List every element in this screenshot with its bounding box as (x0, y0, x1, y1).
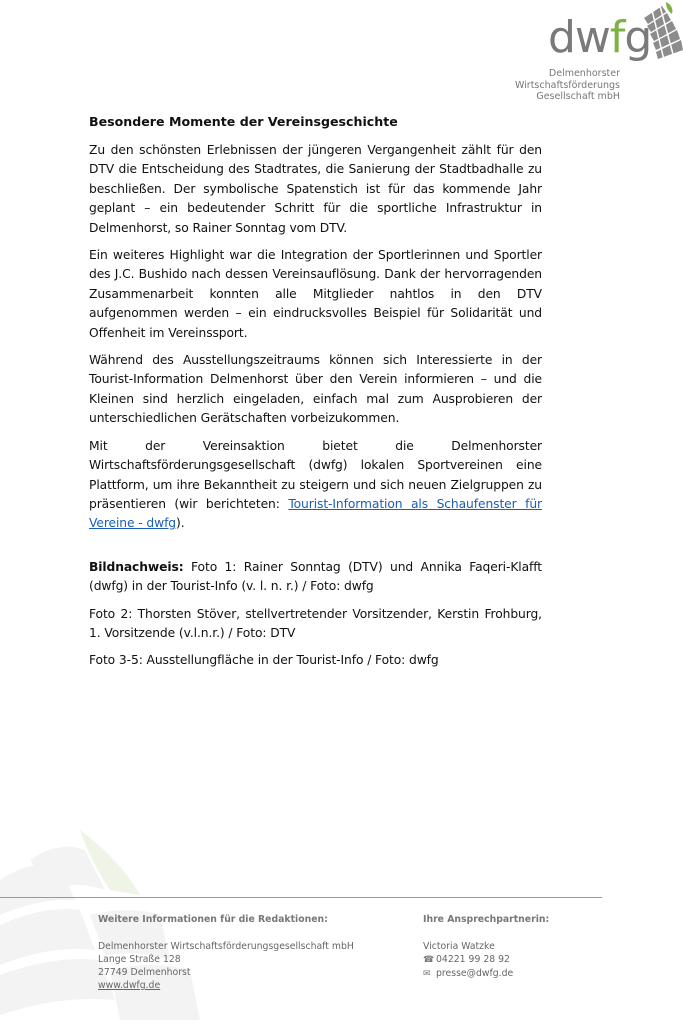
logo-subtitle-line: Delmenhorster (548, 68, 620, 79)
article-link[interactable]: Tourist-Information als Schaufenster für Vereine - dwfg (89, 496, 542, 531)
street-address: Lange Straße 128 (98, 954, 181, 965)
logo-subtitle (500, 68, 620, 103)
paragraph: Während des Ausstellungszeitraums können sich Interessierte in der Tourist-Information Delmenhorst über den Verein informieren – und die Kleinen sind herzlich eingeladen, einfach mal zum Ausprobieren der unterschiedlichen Gerätschaften vorbeizukommen. (89, 353, 542, 426)
logo-subtitle-line: Wirtschaftsförderungs (514, 79, 620, 91)
website-link[interactable]: www.dwfg.de (98, 980, 161, 991)
logo-wordmark: dwfg (548, 12, 652, 63)
credit-text: Foto 1: Rainer Sonntag (DTV) und Annika Faqeri-Klafft (dwfg) in der Tourist-Info (v. l. n. r.) / Foto: dwfg (89, 559, 542, 594)
photo-credit-2: Foto 2: Thorsten Stöver, stellvertretender Vorsitzender, Kerstin Frohburg, 1. Vorsitzende (v.l.n.r.) / Foto: DTV (89, 606, 542, 640)
contact-name: Victoria Watzke (423, 941, 495, 952)
dwfg-logo (510, 0, 683, 110)
company-name: Delmenhorster Wirtschaftsförderungsgesellschaft mbH (98, 941, 354, 952)
paragraph: Ein weiteres Highlight war die Integration der Sportlerinnen und Sportler des J.C. Bushido nach dessen Vereinsauflösung. Dank der hervorragenden Zusammenarbeit konnten alle Mitglieder nahtlos in den DTV aufgenommen werden – ein eindrucksvolles Beispiel für Solidarität und Offenheit im Vereinssport. (89, 248, 542, 340)
phone-icon: ☎ (423, 955, 435, 965)
email-address[interactable]: presse@dwfg.de (436, 968, 514, 979)
article-body (89, 112, 542, 679)
logo-subtitle-line: Gesellschaft mbH (536, 91, 620, 102)
paragraph-text: Mit der Vereinsaktion bietet die Delmenhorster Wirtschaftsförderungsgesellschaft (dwfg) lokalen Sportvereinen eine Plattform, um ihre Bekanntheit zu steigern und sich neuen Zielgruppen zu präsentieren (wir berichteten: (89, 438, 542, 511)
credits-label: Bildnachweis: (89, 559, 184, 574)
photo-credit-3: Foto 3-5: Ausstellungfläche in der Tourist-Info / Foto: dwfg (89, 653, 439, 668)
footer-left-heading: Weitere Informationen für die Redaktionen: (98, 914, 328, 925)
paragraph-text: ). (176, 516, 185, 531)
paragraph-with-link (89, 437, 542, 534)
city-address: 27749 Delmenhorst (98, 967, 191, 978)
mail-icon: ✉ (423, 969, 431, 979)
contact-phone (423, 953, 549, 967)
paragraph: Zu den schönsten Erlebnissen der jüngeren Vergangenheit zählt für den DTV die Entscheidung des Stadtrates, die Sanierung der Stadtbadhalle zu beschließen. Der symbolische Spatenstich ist für das kommende Jahr geplant – ein bedeutender Schritt für die sportliche Infrastruktur in Delmenhorst, so Rainer Sonntag vom DTV. (89, 143, 542, 235)
footer-right-heading: Ihre Ansprechpartnerin: (423, 914, 550, 925)
article-heading: Besondere Momente der Vereinsgeschichte (89, 114, 398, 129)
photo-credit-1 (89, 558, 542, 597)
phone-number: 04221 99 28 92 (436, 954, 510, 965)
footer-contact-person (423, 913, 549, 981)
contact-email (423, 967, 549, 981)
footer-divider (0, 897, 602, 898)
footer-contact-company (98, 913, 354, 992)
